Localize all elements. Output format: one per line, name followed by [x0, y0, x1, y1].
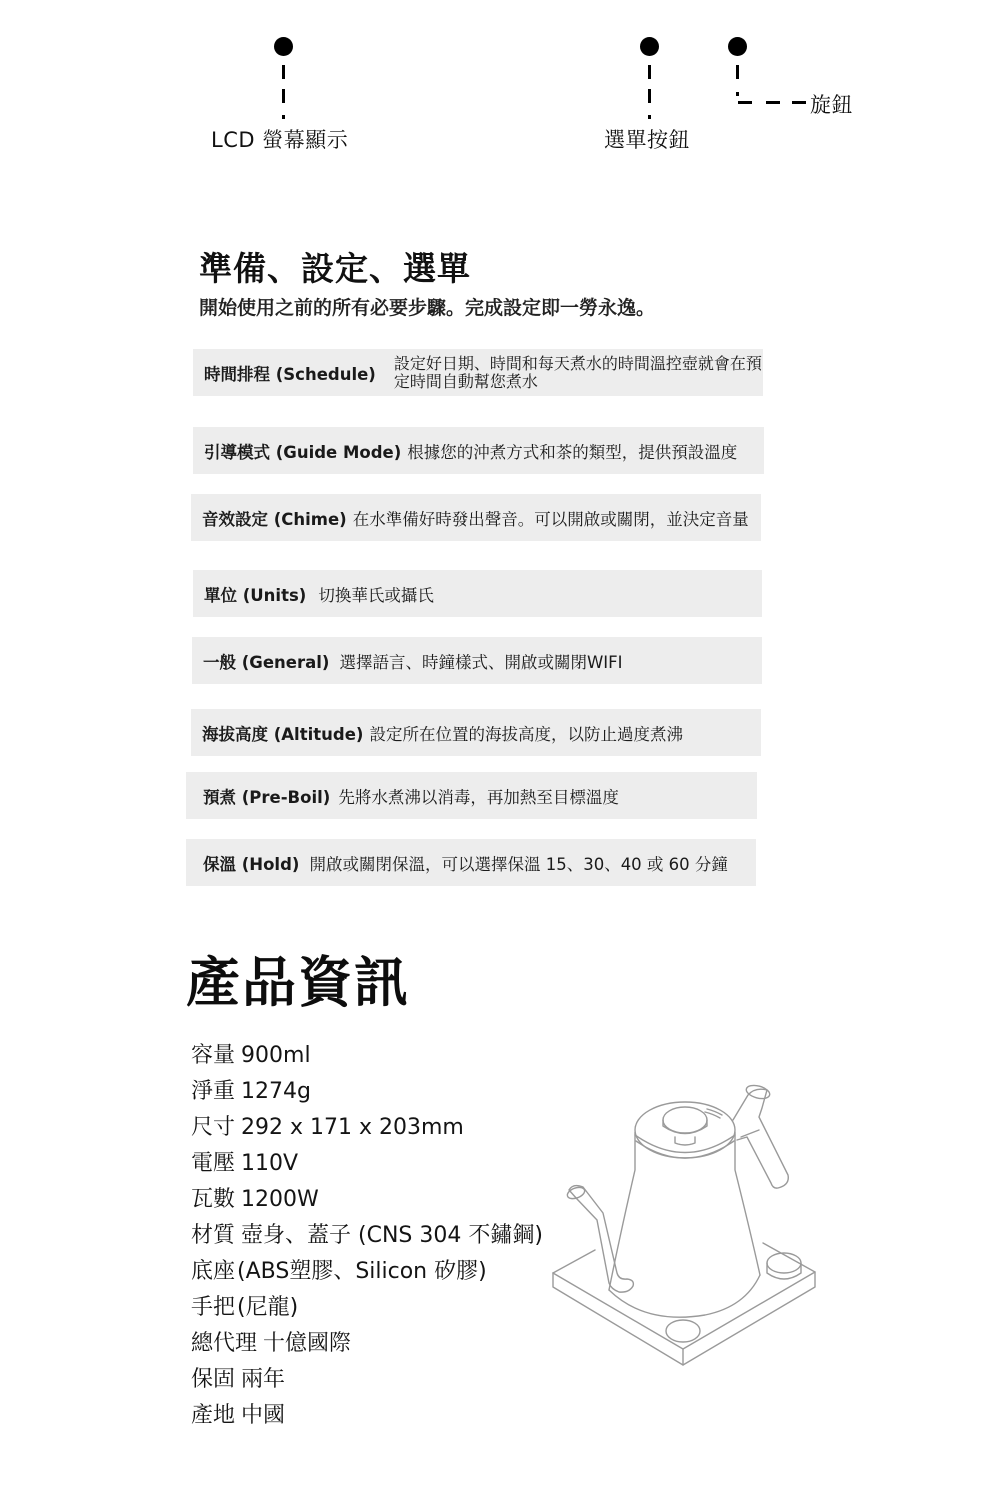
spec-label: 電壓	[191, 1151, 236, 1176]
spec-item-origin	[191, 1398, 543, 1434]
callout-dot-icon	[274, 37, 293, 56]
menu-item-name: 預煮 (Pre-Boil)	[203, 787, 331, 807]
callout-dash	[282, 115, 285, 119]
spec-value: 壺身、蓋子 (CNS 304 不鏽鋼)	[241, 1223, 543, 1248]
spec-item-dimensions	[191, 1110, 543, 1146]
menu-item-name: 海拔高度 (Altitude)	[202, 724, 364, 744]
callout-label-lcd: LCD 螢幕顯示	[211, 128, 349, 152]
callout-dot-icon	[640, 37, 659, 56]
menu-item-description: 開啟或關閉保溫，可以選擇保溫 15、30、40 或 60 分鐘	[309, 854, 728, 874]
menu-item-units	[193, 570, 762, 617]
spec-value: 1274g	[241, 1079, 311, 1104]
menu-item-altitude	[191, 709, 761, 756]
menu-item-guide-mode	[193, 427, 764, 474]
spec-item-voltage	[191, 1146, 543, 1182]
menu-item-name: 保溫 (Hold)	[203, 854, 300, 874]
callout-dash	[738, 101, 752, 104]
menu-item-name: 音效設定 (Chime)	[202, 509, 347, 529]
spec-label: 保固	[191, 1367, 236, 1392]
product-info-title: 產品資訊	[186, 951, 410, 1014]
spec-value: 兩年	[241, 1367, 286, 1392]
spec-item-distributor	[191, 1326, 543, 1362]
spec-value: (尼龍)	[237, 1295, 299, 1320]
spec-label: 尺寸	[191, 1115, 236, 1140]
callout-dash	[736, 92, 739, 96]
spec-label: 產地	[191, 1403, 236, 1428]
menu-item-chime	[191, 494, 761, 541]
spec-value: 十億國際	[263, 1331, 352, 1356]
spec-label: 手把	[191, 1295, 236, 1320]
spec-item-capacity	[191, 1038, 543, 1074]
menu-item-description: 切換華氏或攝氏	[318, 585, 434, 605]
callout-dash	[648, 89, 651, 103]
spec-label: 容量	[191, 1043, 236, 1068]
callout-dot-icon	[728, 37, 747, 56]
callout-dash	[766, 101, 780, 104]
spec-list	[191, 1038, 543, 1434]
callout-label-menu-button: 選單按鈕	[604, 128, 690, 152]
menu-item-name: 引導模式 (Guide Mode)	[204, 442, 402, 462]
callout-dash	[736, 65, 739, 79]
menu-item-description: 先將水煮沸以消毒，再加熱至目標溫度	[338, 787, 619, 807]
spec-item-handle	[191, 1290, 543, 1326]
menu-item-hold	[186, 839, 756, 886]
menu-item-name: 單位 (Units)	[204, 585, 307, 605]
spec-value: 中國	[241, 1403, 286, 1428]
menu-item-name: 時間排程 (Schedule)	[204, 364, 376, 384]
spec-item-wattage	[191, 1182, 543, 1218]
menu-item-schedule	[193, 349, 763, 396]
menu-item-name: 一般 (General)	[203, 652, 330, 672]
callout-dash	[282, 89, 285, 103]
spec-label: 材質	[191, 1223, 236, 1248]
menu-item-description: 設定好日期、時間和每天煮水的時間溫控壺就會在預定時間自動幫您煮水	[393, 353, 762, 391]
spec-label: 總代理	[191, 1331, 258, 1356]
spec-value: 292 x 171 x 203mm	[241, 1115, 464, 1140]
callout-label-knob: 旋鈕	[810, 93, 853, 117]
kettle-illustration-icon	[545, 1075, 825, 1375]
menu-item-description: 在水準備好時發出聲音。可以開啟或關閉，並決定音量	[352, 509, 749, 529]
spec-item-material	[191, 1218, 543, 1254]
spec-value: 110V	[241, 1151, 299, 1176]
spec-item-base	[191, 1254, 543, 1290]
menu-item-description: 選擇語言、時鐘樣式、開啟或關閉WIFI	[339, 652, 623, 672]
spec-value: 1200W	[241, 1187, 319, 1212]
setup-section-title: 準備、設定、選單	[199, 249, 471, 288]
spec-item-weight	[191, 1074, 543, 1110]
callout-dash	[648, 115, 651, 119]
callout-dash	[648, 65, 651, 79]
menu-item-general	[192, 637, 762, 684]
spec-value: 900ml	[241, 1043, 311, 1068]
menu-item-pre-boil	[186, 772, 757, 819]
callout-dash	[792, 101, 806, 104]
menu-item-description: 根據您的沖煮方式和茶的類型，提供預設溫度	[407, 442, 738, 462]
menu-item-description: 設定所在位置的海拔高度，以防止過度煮沸	[369, 724, 683, 744]
callout-dash	[282, 65, 285, 79]
spec-label: 底座	[191, 1259, 236, 1284]
spec-label: 瓦數	[191, 1187, 236, 1212]
setup-section-subtitle: 開始使用之前的所有必要步驟。完成設定即一勞永逸。	[199, 297, 656, 319]
spec-label: 淨重	[191, 1079, 236, 1104]
spec-value: (ABS塑膠、Silicon 矽膠)	[237, 1259, 487, 1284]
spec-item-warranty	[191, 1362, 543, 1398]
